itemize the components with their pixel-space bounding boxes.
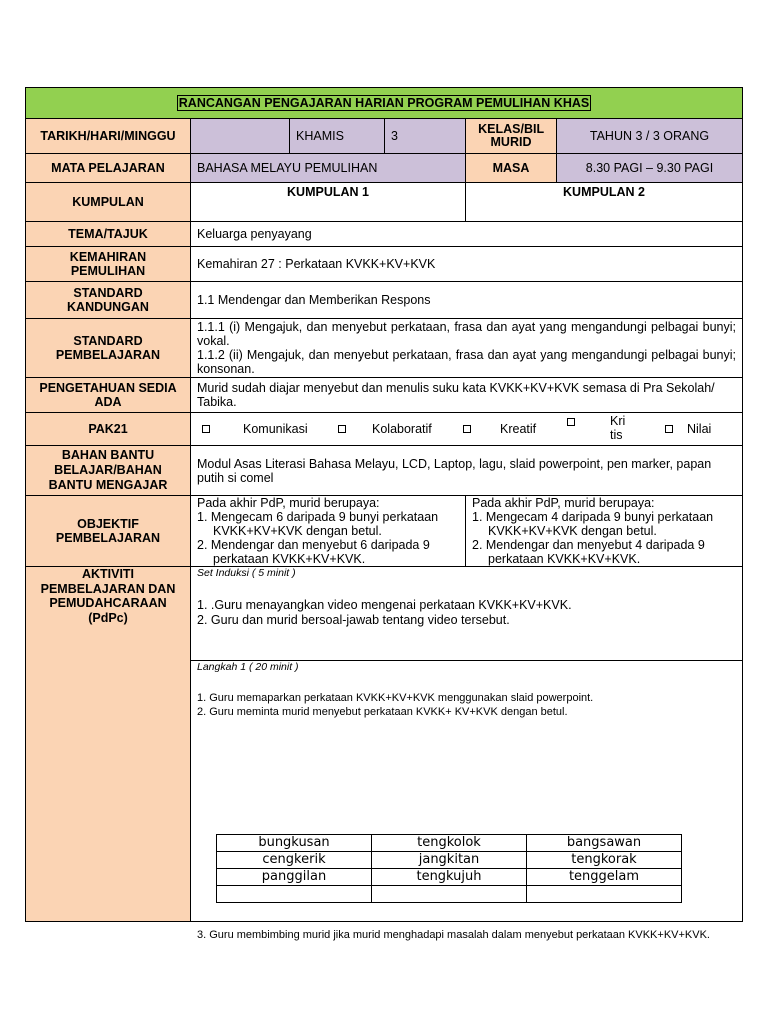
pengetahuan-label: PENGETAHUAN SEDIA ADA: [26, 378, 191, 412]
mata-label: MATA PELAJARAN: [26, 154, 191, 182]
word-table-row: [217, 835, 682, 852]
objektif-k2: [466, 496, 742, 566]
langkah1-item2: 2. Guru meminta murid menyebut perkataan KVKK+ KV+KVK dengan betul.: [197, 706, 568, 718]
page-title: RANCANGAN PENGAJARAN HARIAN PROGRAM PEMULIHAN KHAS: [178, 96, 590, 110]
bahan-label: BAHAN BANTU BELAJAR/BAHAN BANTU MENGAJAR: [26, 446, 191, 495]
aktiviti-row: [26, 567, 742, 941]
word-cell: [527, 886, 682, 903]
pak21-label: PAK21: [26, 413, 191, 445]
kumpulan-2: KUMPULAN 2: [563, 185, 645, 199]
word-cell: tengkorak: [527, 852, 682, 869]
mata-value: BAHASA MELAYU PEMULIHAN: [191, 154, 466, 182]
pak21-options: [191, 413, 742, 445]
kelas-label: KELAS/BIL MURID: [466, 119, 557, 153]
nilai-checkbox[interactable]: [665, 425, 673, 433]
word-cell: bungkusan: [217, 835, 372, 852]
langkah1-section: [191, 661, 742, 941]
objektif-k1: [191, 496, 466, 566]
kumpulan-1: KUMPULAN 1: [191, 183, 466, 221]
word-cell: jangkitan: [372, 852, 527, 869]
word-cell: tengkujuh: [372, 869, 527, 886]
sp-line-1: 1.1.1 (i) Mengajuk, dan menyebut perkataan, frasa dan ayat yang mengandungi pelbagai bunyi; vokal.: [197, 320, 736, 348]
komunikasi-text: Komunikasi: [243, 422, 308, 436]
standard-kandungan-row: [26, 282, 742, 319]
lesson-plan-table: [25, 87, 743, 941]
standard-kandungan-label: STANDARD KANDUNGAN: [26, 282, 191, 318]
standard-pembelajaran-label: STANDARD PEMBELAJARAN: [26, 319, 191, 377]
kumpulan-label: KUMPULAN: [26, 183, 191, 221]
word-cell: panggilan: [217, 869, 372, 886]
word-cell: tenggelam: [527, 869, 682, 886]
pengetahuan-row: [26, 378, 742, 413]
title-row: [26, 88, 742, 119]
mata-row: [26, 154, 742, 183]
word-cell: tengkolok: [372, 835, 527, 852]
bahan-row: [26, 446, 742, 496]
nilai-text: Nilai: [687, 422, 712, 436]
objektif-k1-intro: Pada akhir PdP, murid berupaya:: [197, 496, 380, 510]
induksi-item2: 2. Guru dan murid bersoal-jawab tentang video tersebut.: [197, 613, 510, 627]
tema-row: [26, 222, 742, 247]
kemahiran-row: [26, 247, 742, 282]
langkah1-item3: 3. Guru membimbing murid jika murid menghadapi masalah dalam menyebut perkataan KVKK+KV+KVK.: [197, 929, 710, 941]
kemahiran-value: Kemahiran 27 : Perkataan KVKK+KV+KVK: [197, 257, 436, 271]
kritis-text: Kri tis: [610, 414, 626, 442]
komunikasi-checkbox[interactable]: [202, 425, 210, 433]
objektif-k2-item2: 2. Mendengar dan menyebut 4 daripada 9 perkataan KVKK+KV+KVK.: [472, 538, 705, 566]
objektif-k2-intro: Pada akhir PdP, murid berupaya:: [472, 496, 655, 510]
standard-pembelajaran-row: [26, 319, 742, 378]
kolaboratif-checkbox[interactable]: [338, 425, 346, 433]
tarikh-row: [26, 119, 742, 154]
objektif-label: OBJEKTIF PEMBELAJARAN: [26, 496, 191, 566]
kreatif-text: Kreatif: [500, 422, 537, 436]
tema-label: TEMA/TAJUK: [26, 222, 191, 246]
induksi-item1: 1. .Guru menayangkan video mengenai perkataan KVKK+KV+KVK.: [197, 598, 572, 612]
masa-value: 8.30 PAGI – 9.30 PAGI: [557, 154, 742, 182]
objektif-k1-item2: 2. Mendengar dan menyebut 6 daripada 9 perkataan KVKK+KV+KVK.: [197, 538, 430, 566]
langkah1-item1: 1. Guru memaparkan perkataan KVKK+KV+KVK menggunakan slaid powerpoint.: [197, 692, 594, 704]
date-cell: [191, 119, 290, 153]
kelas-value: TAHUN 3 / 3 ORANG: [557, 119, 742, 153]
week-cell: 3: [385, 119, 466, 153]
standard-pembelajaran-value: [191, 319, 742, 377]
langkah1-heading: Langkah 1 ( 20 minit ): [197, 661, 299, 673]
masa-label: MASA: [466, 154, 557, 182]
word-table-row: [217, 886, 682, 903]
word-cell: cengkerik: [217, 852, 372, 869]
tema-value: Keluarga penyayang: [197, 227, 312, 241]
sp-line-2: 1.1.2 (ii) Mengajuk, dan menyebut perkataan, frasa dan ayat yang mengandungi pelbagai bunyi; konsonan.: [197, 348, 736, 376]
word-cell: bangsawan: [527, 835, 682, 852]
kreatif-checkbox[interactable]: [463, 425, 471, 433]
pengetahuan-value: Murid sudah diajar menyebut dan menulis suku kata KVKK+KV+KVK semasa di Pra Sekolah/ Tabika.: [197, 381, 715, 409]
aktiviti-label: AKTIVITI PEMBELAJARAN DAN PEMUDAHCARAAN (PdPc): [26, 567, 191, 921]
objektif-k2-item1: 1. Mengecam 4 daripada 9 bunyi perkataan KVKK+KV+KVK dengan betul.: [472, 510, 714, 538]
word-cell: [372, 886, 527, 903]
word-cell: [217, 886, 372, 903]
tarikh-label: TARIKH/HARI/MINGGU: [26, 119, 191, 153]
induksi-heading: Set Induksi ( 5 minit ): [197, 567, 296, 579]
bahan-value: Modul Asas Literasi Bahasa Melayu, LCD, Laptop, lagu, slaid powerpoint, pen marker, papan putih si comel: [197, 456, 712, 485]
standard-kandungan-value: 1.1 Mendengar dan Memberikan Respons: [197, 293, 431, 307]
kemahiran-label: KEMAHIRAN PEMULIHAN: [26, 247, 191, 281]
kumpulan-row: [26, 183, 742, 222]
word-table: [216, 834, 682, 903]
word-table-row: [217, 869, 682, 886]
objektif-row: [26, 496, 742, 567]
day-cell: KHAMIS: [290, 119, 385, 153]
kolaboratif-text: Kolaboratif: [372, 422, 432, 436]
kritis-checkbox[interactable]: [567, 418, 575, 426]
aktiviti-content: [191, 567, 742, 941]
objektif-k1-item1: 1. Mengecam 6 daripada 9 bunyi perkataan KVKK+KV+KVK dengan betul.: [197, 510, 439, 538]
word-table-row: [217, 852, 682, 869]
induksi-section: [191, 567, 742, 661]
pak21-row: [26, 413, 742, 446]
